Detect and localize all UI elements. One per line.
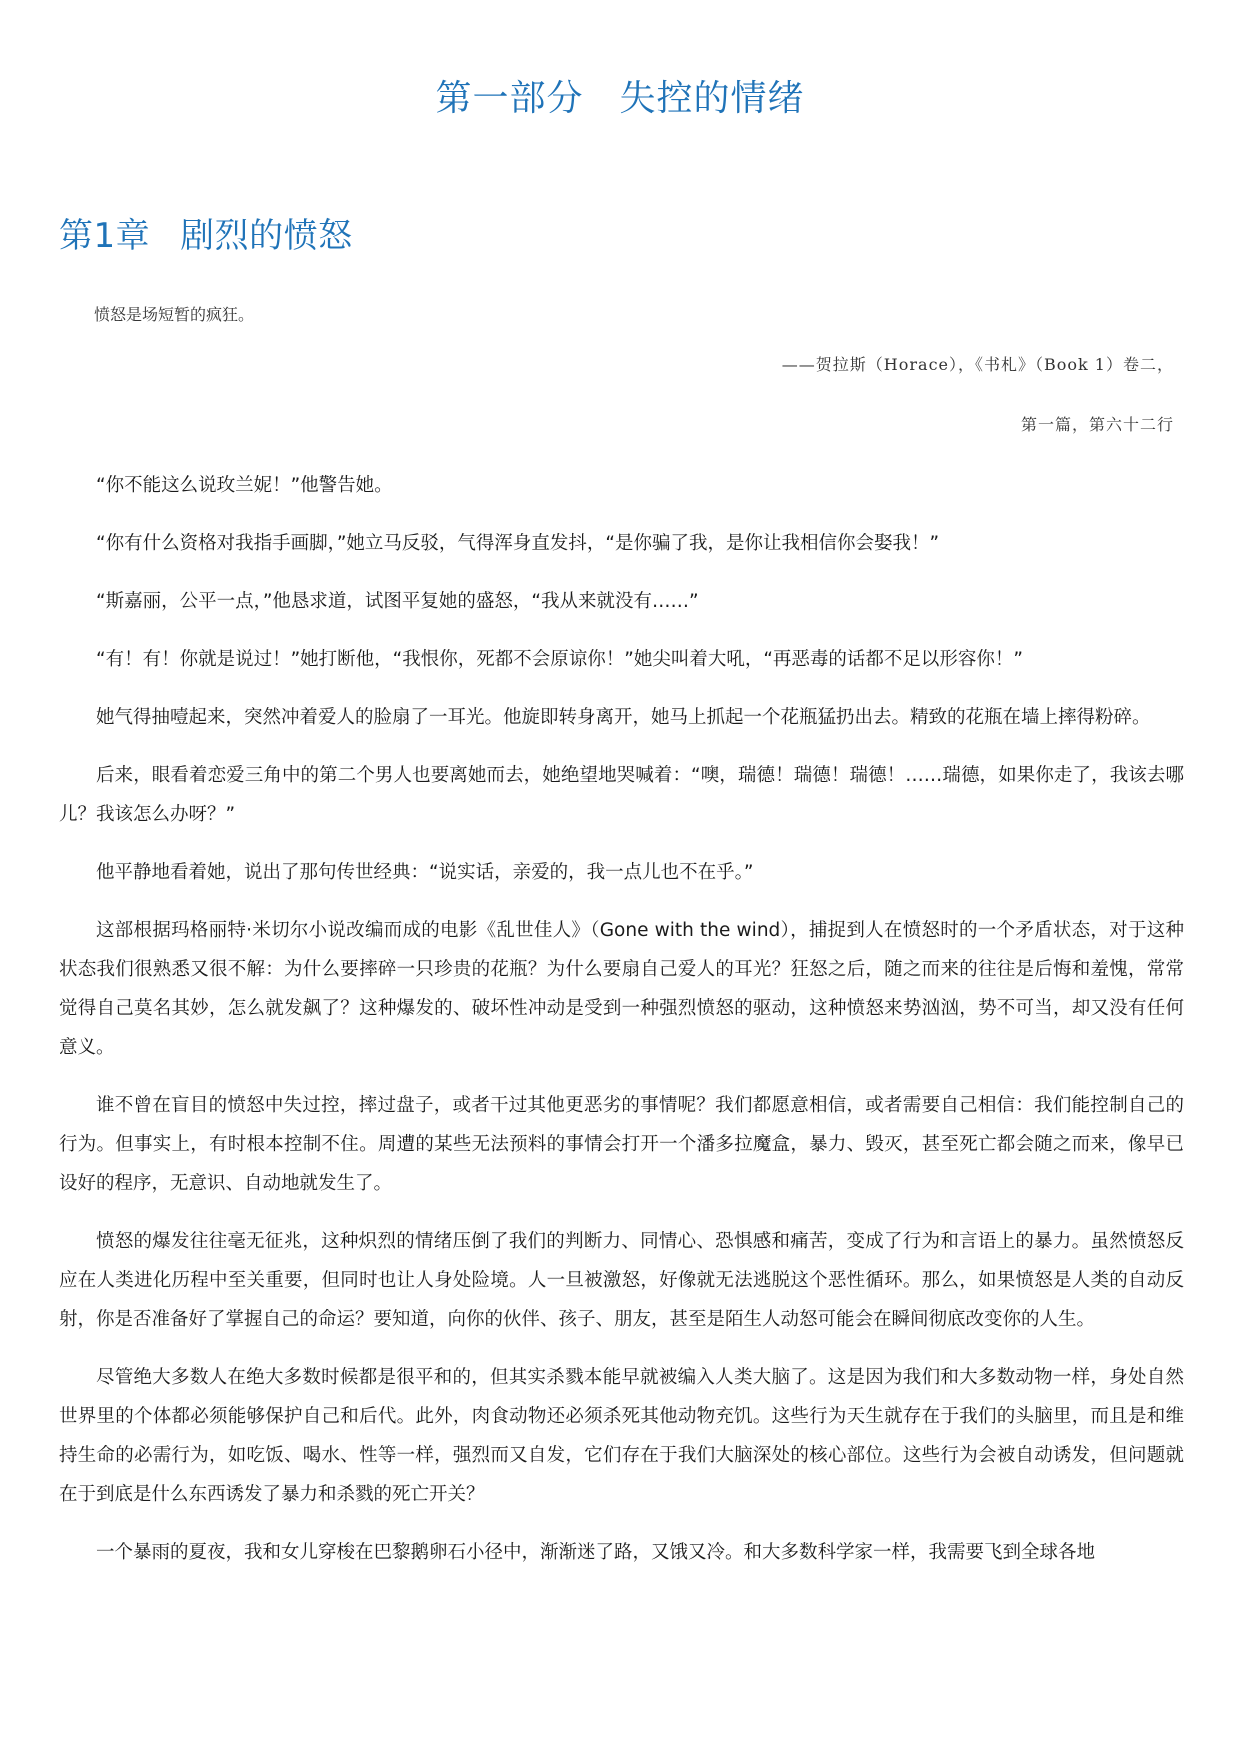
paragraph: 后来，眼看着恋爱三角中的第二个男人也要离她而去，她绝望地哭喊着：“噢，瑞德！瑞德！瑞德！……瑞德，如果你走了，我该去哪儿？我该怎么办呀？” [59,765,1184,825]
paragraph: 谁不曾在盲目的愤怒中失过控，摔过盘子，或者干过其他更恶劣的事情呢？我们都愿意相信，或者需要自己相信：我们能控制自己的行为。但事实上，有时根本控制不住。周遭的某些无法预料的事情会打开一个潘多拉魔盒，暴力、毁灭，甚至死亡都会随之而来，像早已设好的程序，无意识、自动地就发生了。 [59,1095,1184,1194]
paragraph: 一个暴雨的夏夜，我和女儿穿梭在巴黎鹅卵石小径中，渐渐迷了路，又饿又冷。和大多数科学家一样，我需要飞到全球各地 [96,1542,1096,1563]
paragraph: “斯嘉丽，公平一点，”他恳求道，试图平复她的盛怒，“我从来就没有……” [96,591,699,612]
chapter-title [59,208,353,257]
part-name: 失控的情绪 [619,78,805,119]
epigraph-attribution: ——贺拉斯（Horace），《书札》（Book 1）卷二， [781,355,1174,374]
paragraph: 愤怒的爆发往往毫无征兆，这种炽烈的情绪压倒了我们的判断力、同情心、恐惧感和痛苦，变成了行为和言语上的暴力。虽然愤怒反应在人类进化历程中至关重要，但同时也让人身处险境。人一旦被激怒，好像就无法逃脱这个恶性循环。那么，如果愤怒是人类的自动反射，你是否准备好了掌握自己的命运？要知道，向你的伙伴、孩子、朋友，甚至是陌生人动怒可能会在瞬间彻底改变你的人生。 [59,1231,1184,1330]
epigraph-quote: 愤怒是场短暂的疯狂。 [94,305,255,324]
paragraph: “有！有！你就是说过！”她打断他，“我恨你，死都不会原谅你！”她尖叫着大吼，“再恶毒的话都不足以形容你！” [96,649,1024,670]
paragraph: “你不能这么说玫兰妮！”他警告她。 [96,475,393,496]
part-number: 第一部分 [435,78,584,119]
chapter-number: 第1章 [59,216,151,256]
paragraph: “你有什么资格对我指手画脚，”她立马反驳，气得浑身直发抖，“是你骗了我，是你让我相信你会娶我！” [96,533,940,554]
epigraph-attribution-cont: 第一篇，第六十二行 [1020,415,1174,434]
body-text [59,466,1184,1591]
part-title [0,70,1240,121]
paragraph: 尽管绝大多数人在绝大多数时候都是很平和的，但其实杀戮本能早就被编入人类大脑了。这是因为我们和大多数动物一样，身处自然世界里的个体都必须能够保护自己和后代。此外，肉食动物还必须杀死其他动物充饥。这些行为天生就存在于我们的头脑里，而且是和维持生命的必需行为，如吃饭、喝水、性等一样，强烈而又自发，它们存在于我们大脑深处的核心部位。这些行为会被自动诱发，但问题就在于到底是什么东西诱发了暴力和杀戮的死亡开关？ [59,1367,1184,1505]
chapter-name: 剧烈的愤怒 [180,216,353,256]
paragraph: 他平静地看着她，说出了那句传世经典：“说实话，亲爱的，我一点儿也不在乎。” [96,862,754,883]
paragraph: 这部根据玛格丽特·米切尔小说改编而成的电影《乱世佳人》（Gone with the wind），捕捉到人在愤怒时的一个矛盾状态，对于这种状态我们很熟悉又很不解：为什么要摔碎一只珍贵的花瓶？为什么要扇自己爱人的耳光？狂怒之后，随之而来的往往是后悔和羞愧，常常觉得自己莫名其妙，怎么就发飙了？这种爆发的、破坏性冲动是受到一种强烈愤怒的驱动，这种愤怒来势汹汹，势不可当，却又没有任何意义。 [59,920,1184,1058]
paragraph: 她气得抽噎起来，突然冲着爱人的脸扇了一耳光。他旋即转身离开，她马上抓起一个花瓶猛扔出去。精致的花瓶在墙上摔得粉碎。 [96,707,1151,728]
